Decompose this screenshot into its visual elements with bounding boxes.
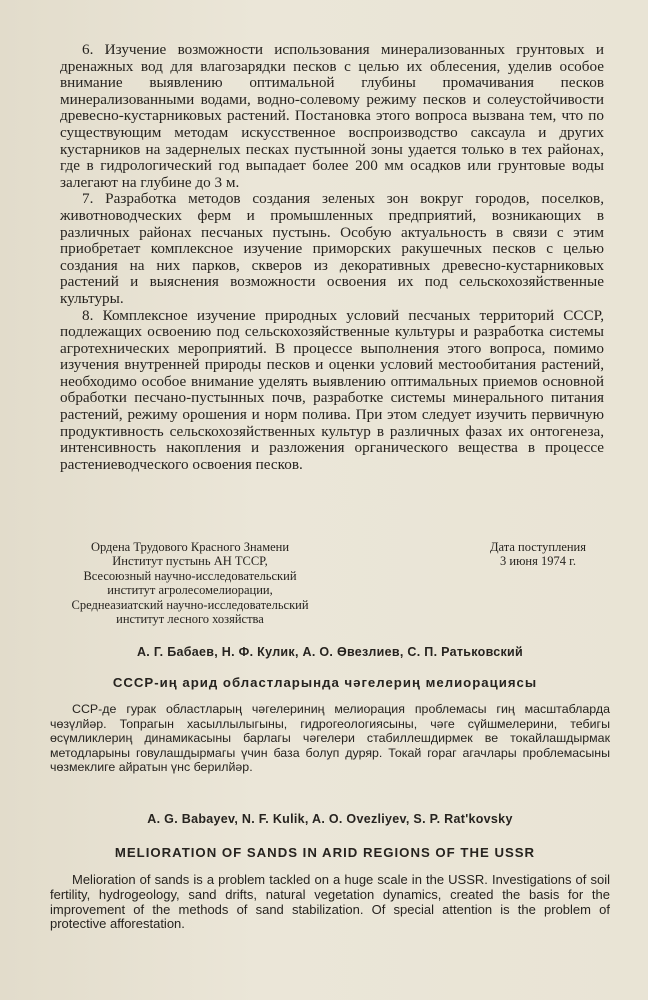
turkmen-authors: А. Г. Бабаев, Н. Ф. Кулик, А. О. Өвезлиев, С. П. Ратьковский (136, 645, 524, 659)
institution-line: институт агролесомелиорации, (107, 583, 273, 598)
institution-line: Ордена Трудового Красного Знамени (90, 540, 290, 554)
institution-line: институт лесного хозяйства (116, 612, 264, 627)
english-authors: A. G. Babayev, N. F. Kulik, A. O. Ovezliyev, S. P. Rat'kovsky (147, 812, 513, 826)
turkmen-title: СССР-иң арид областларында чәгелериң мелиорациясы (112, 675, 538, 690)
english-abstract (50, 873, 610, 932)
paragraph-7: 7. Разработка методов создания зеленых зон вокруг городов, поселков, животноводческих ферм и промышленных предприятий, возникающих в различных районах песчаных пустынь. Особую актуальность в связи с этим приобретает комплексное изучение приморских ракушечных песков с целью создания на них парков, скверов из декоративных древесно-кустарниковых растений и выяснения возможности освоения их под сельскохозяйственные культуры. (60, 190, 604, 307)
institution-line: Среднеазиатский научно-исследовательский (71, 597, 309, 612)
paragraph-6: 6. Изучение возможности использования минерализованных грунтовых и дренажных вод для влагозарядки песков с целью их облесения, уделив особое внимание выявлению оптимальной глубины промачивания песков минерализованными водами, водно-солевому режиму песков и солеустойчивости древесно-кустарниковых растений. Постановка этого вопроса вызвана тем, что по существующим методам искусственное воспроизводство саксаула и других кустарников на задернелых песках пустынной зоны удается только в тех районах, где в гидрологический год выпадает более 200 мм осадков или грунтовые воды залегают на глубине до 3 м. (60, 41, 604, 191)
body-text (60, 42, 604, 473)
english-title: MELIORATION OF SANDS IN ARID REGIONS OF THE USSR (114, 845, 536, 860)
received-date-block (468, 540, 608, 569)
english-abstract-text: Melioration of sands is a problem tackled on a huge scale in the USSR. Investigations of soil fertility, hydrogeology, sand drifts, natural vegetation dynamics, created the basis for the improvement of the methods of sand stabilization. Of special attention is the problem of protective afforestation. (50, 872, 610, 932)
turkmen-abstract (50, 702, 610, 775)
paragraph-8: 8. Комплексное изучение природных условий песчаных территорий СССР, подлежащих освоению под сельскохозяйственные культуры и разработка системы агротехнических мероприятий. В процессе выполнения этого вопроса, помимо изучения внутренней природы песков и оценки условий местообитания растений, необходимо особое внимание уделять выявлению оптимальных приемов основной обработки песчано-пустынных почв, разработке системы минерального питания растений, режиму орошения и норм полива. При этом следует изучить первичную продуктивность сельскохозяйственных культур в различных фазах их онтогенеза, интенсивность накопления и разложения органического вещества в процессе растениеводческого освоения песков. (60, 306, 604, 473)
institution-line: Институт пустынь АН ТССР, (112, 554, 268, 569)
received-date-label: Дата поступления (490, 540, 586, 554)
institution-block (40, 540, 340, 626)
institution-line: Всесоюзный научно-исследовательский (83, 568, 297, 583)
received-date-value: 3 июня 1974 г. (500, 554, 576, 569)
turkmen-abstract-text: ССР-де гурак областларың чәгелериниң мелиорация проблемасы гиң масштабларда чөзүлйәр. Топрагын хасыллылыгыны, гидрогеологиясыны, чәге сүйшмелерини, тебигы өсүмликлериң динамикасыны барлагы чәгелери стабиллешдирмек ве токайлашдырмак методларыны говулашдырмагы үчин база болуп дуряр. Токай гораг агачлары проблемасыны чөзмеклиге айратын үнс берилйәр. (50, 702, 610, 775)
